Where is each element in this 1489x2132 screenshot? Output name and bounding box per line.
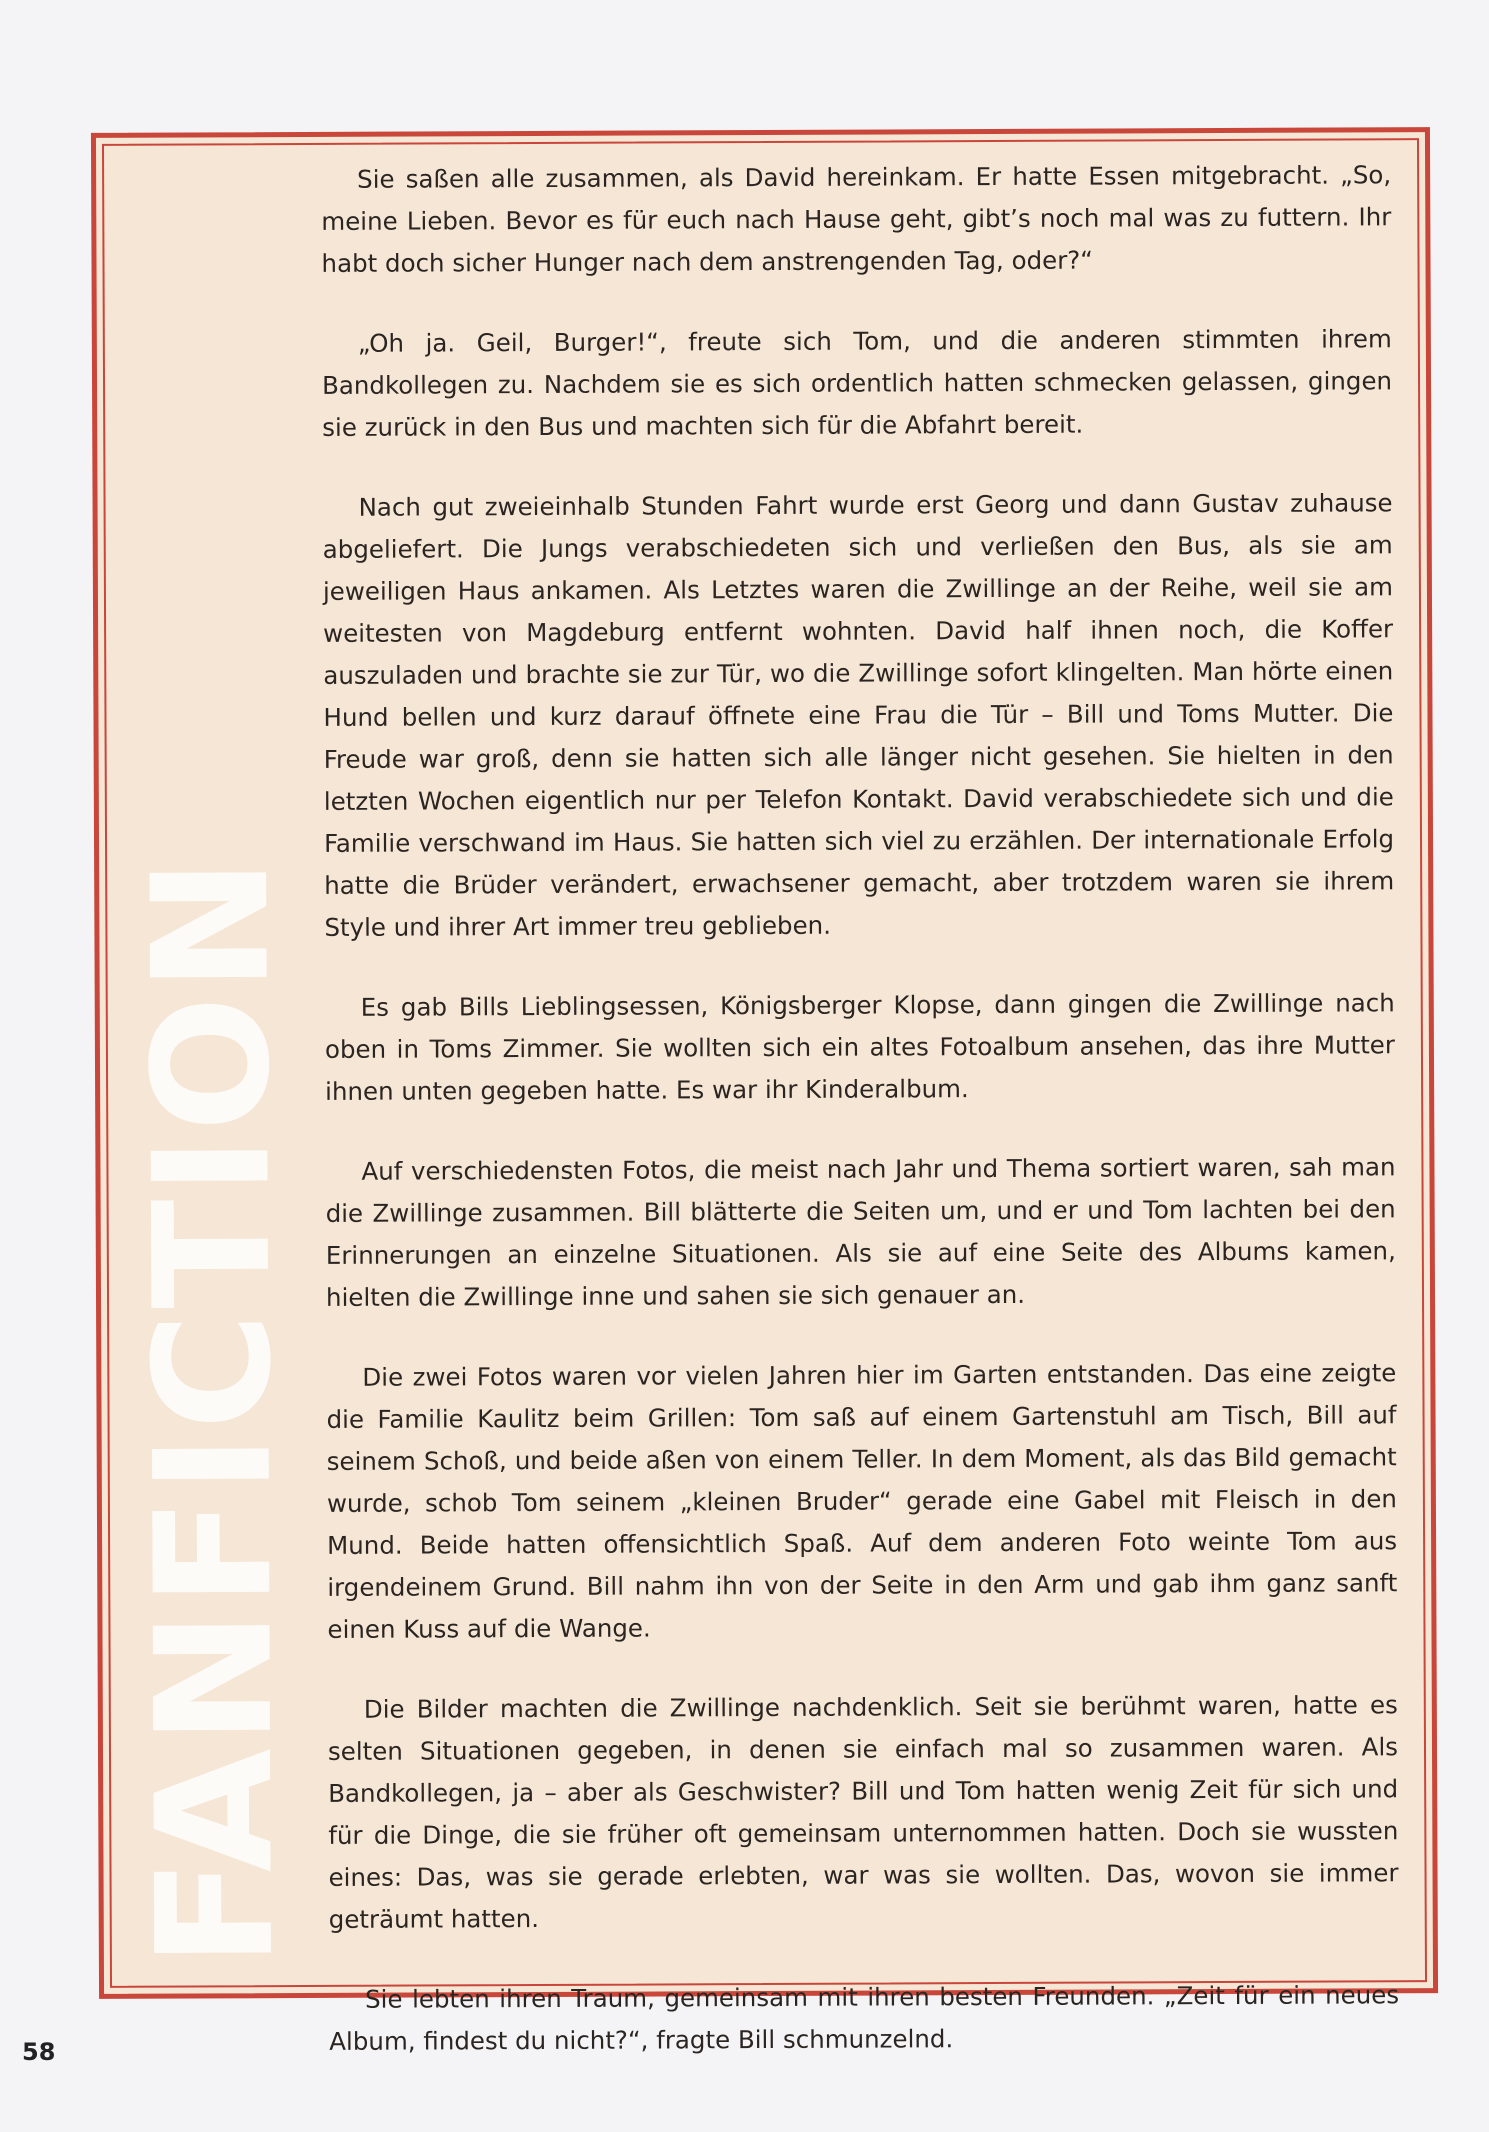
- story-frame: [91, 127, 1438, 2056]
- story-paragraph: Es gab Bills Lieblingsessen, Königsberger Klopse, dann gingen die Zwillinge nach oben in Toms Zimmer. Sie wollten sich ein altes Fotoalbum ansehen, das ihre Mutter ihnen unten gegeben hatte. Es war ihr Kinderalbum.: [324, 988, 1395, 1106]
- section-title-vertical: FANFICTION: [117, 853, 309, 1968]
- story-paragraph: Auf verschiedensten Fotos, die meist nach Jahr und Thema sortiert waren, sah man die Zwillinge zusammen. Bill blätterte die Seiten um, und er und Tom lachten bei den Erinnerungen an einzelne Situationen. Als sie auf eine Seite des Albums kamen, hielten die Zwillinge inne und sahen sie sich genauer an.: [325, 1152, 1396, 1312]
- story-paragraph: „Oh ja. Geil, Burger!“, freute sich Tom, und die anderen stimmten ihrem Bandkollegen zu. Nachdem sie es sich ordentlich hatten schmecken gelassen, gingen sie zurück in den Bus und machten sich für die Abfahrt bereit.: [321, 324, 1393, 442]
- page-number: 58: [22, 2038, 56, 2066]
- story-paragraph: Die Bilder machten die Zwillinge nachdenklich. Seit sie berühmt waren, hatte es selten Situationen gegeben, in denen sie einfach mal so zusammen waren. Als Bandkollegen, ja – aber als Geschwister? Bill und Tom hatten wenig Zeit für sich und für die Dinge, die sie früher oft gemeinsam unternommen hatten. Doch sie wussten eines: Das, was sie gerade erlebten, war was sie wollten. Das, wovon sie immer geträumt hatten.: [327, 1690, 1399, 1934]
- story-paragraph: Die zwei Fotos waren vor vielen Jahren hier im Garten entstanden. Das eine zeigte die Familie Kaulitz beim Grillen: Tom saß auf einem Gartenstuhl am Tisch, Bill auf seinem Schoß, und beide aßen von einem Teller. In dem Moment, als das Bild gemacht wurde, schob Tom seinem „kleinen Bruder“ gerade eine Gabel mit Fleisch in den Mund. Beide hatten offensichtlich Spaß. Auf dem anderen Foto weinte Tom aus irgendeinem Grund. Bill nahm ihn von der Seite in den Arm und gab ihm ganz sanft einen Kuss auf die Wange.: [326, 1358, 1398, 1644]
- story-paragraph: Nach gut zweieinhalb Stunden Fahrt wurde erst Georg und dann Gustav zuhause abgeliefert. Die Jungs verabschiedeten sich und verließen den Bus, als sie am jeweiligen Haus ankamen. Als Letztes waren die Zwillinge an der Reihe, weil sie am weitesten von Magdeburg entfernt wohnten. David half ihnen noch, die Koffer auszuladen und brachte sie zur Tür, wo die Zwillinge sofort klingelten. Man hörte einen Hund bellen und kurz darauf öffnete eine Frau die Tür – Bill und Toms Mutter. Die Freude war groß, denn sie hatten sich alle länger nicht gesehen. Sie hielten in den letzten Wochen eigentlich nur per Telefon Kontakt. David verabschiedete sich und die Familie verschwand im Haus. Sie hatten sich viel zu erzählen. Der internationale Erfolg hatte die Brüder verändert, erwachsener gemacht, aber trotzdem waren sie ihrem Style und ihrer Art immer treu geblieben.: [322, 488, 1395, 942]
- story-text: [321, 154, 1399, 2063]
- story-paragraph: Sie saßen alle zusammen, als David hereinkam. Er hatte Essen mitgebracht. „So, meine Lieben. Bevor es für euch nach Hause geht, gibt’s noch mal was zu futtern. Ihr habt doch sicher Hunger nach dem anstrengenden Tag, oder?“: [321, 160, 1392, 278]
- story-paragraph: Sie lebten ihren Traum, gemeinsam mit ihren besten Freunden. „Zeit für ein neues Album, findest du nicht?“, fragte Bill schmunzelnd.: [329, 1980, 1400, 2056]
